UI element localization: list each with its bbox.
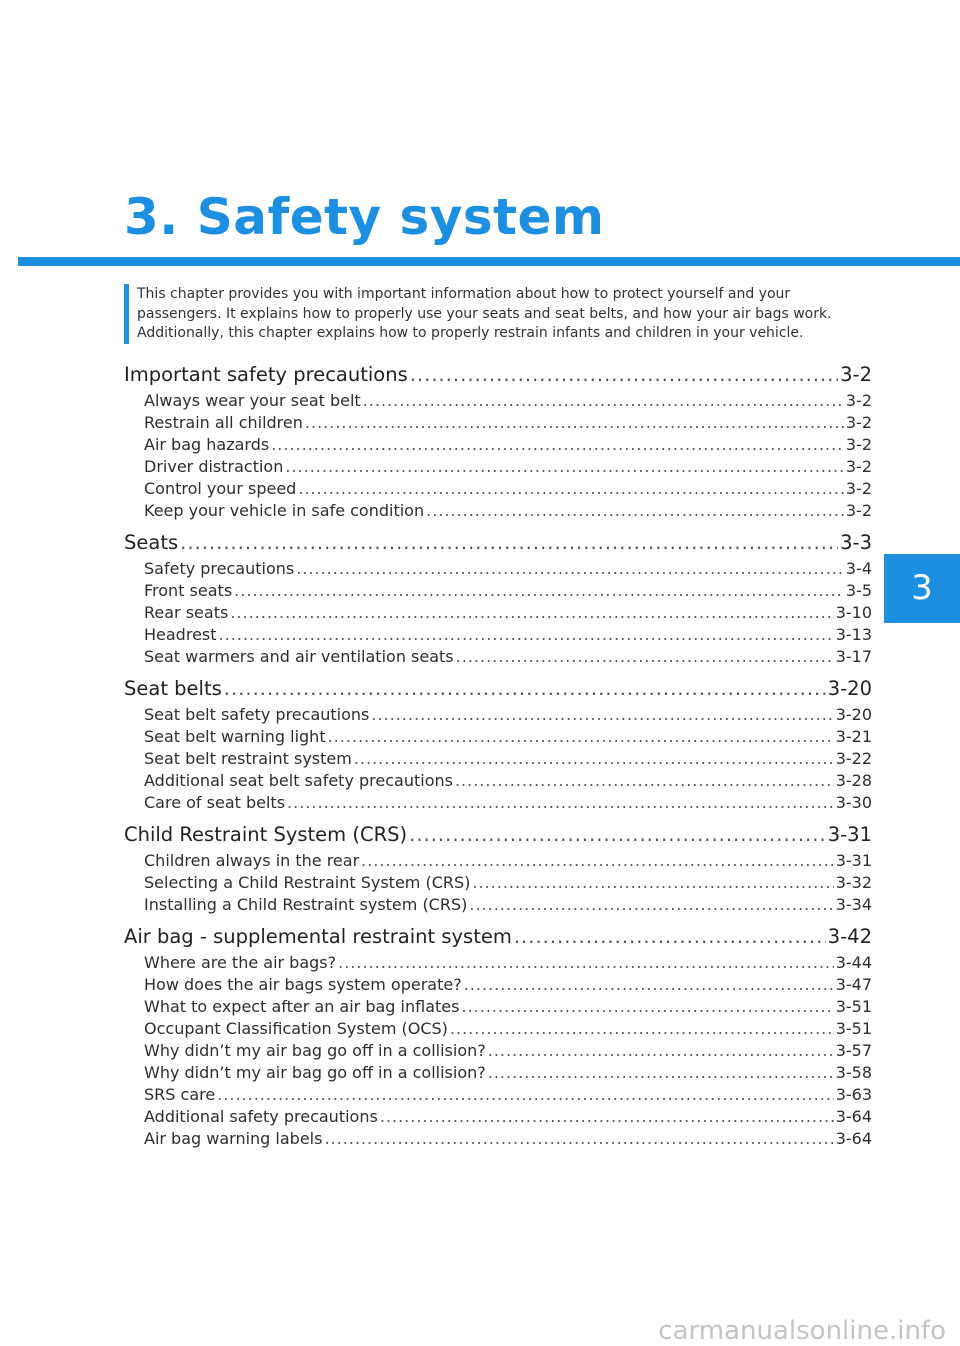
toc-entry-page: 3-17 xyxy=(835,647,872,666)
toc-entry-label: Air bag warning labels xyxy=(144,1129,323,1148)
toc-entry[interactable] xyxy=(124,624,872,646)
toc-entry-page: 3-32 xyxy=(835,873,872,892)
toc-section-heading-label: Child Restraint System (CRS) xyxy=(124,823,408,846)
toc-entry[interactable] xyxy=(124,872,872,894)
dot-leader xyxy=(410,360,838,390)
toc-entry-page: 3-5 xyxy=(845,581,872,600)
toc-entry[interactable] xyxy=(124,558,872,580)
toc-entry[interactable] xyxy=(124,580,872,602)
toc-entry-label: What to expect after an air bag inflates xyxy=(144,997,460,1016)
toc-section xyxy=(124,820,872,916)
toc-entry-page: 3-51 xyxy=(835,1019,872,1038)
dot-leader xyxy=(380,1106,834,1128)
toc-entry-label: Occupant Classification System (OCS) xyxy=(144,1019,448,1038)
dot-leader xyxy=(361,850,834,872)
toc-entry-label: SRS care xyxy=(144,1085,216,1104)
dot-leader xyxy=(224,674,826,704)
toc-entry-label: Front seats xyxy=(144,581,233,600)
dot-leader xyxy=(296,558,844,580)
toc-entry-label: Driver distraction xyxy=(144,457,284,476)
dot-leader xyxy=(472,872,833,894)
toc-entry-page: 3-13 xyxy=(835,625,872,644)
toc-entry[interactable] xyxy=(124,748,872,770)
dot-leader xyxy=(488,1062,834,1084)
toc-entry[interactable] xyxy=(124,1128,872,1150)
dot-leader xyxy=(464,974,834,996)
toc-entry-label: Selecting a Child Restraint System (CRS) xyxy=(144,873,471,892)
toc-entry[interactable] xyxy=(124,792,872,814)
toc-entry[interactable] xyxy=(124,602,872,624)
dot-leader xyxy=(324,1128,833,1150)
dot-leader xyxy=(217,1084,834,1106)
toc-entry-label: Restrain all children xyxy=(144,413,303,432)
toc-entry-page: 3-31 xyxy=(835,851,872,870)
toc-entry-label: Always wear your seat belt xyxy=(144,391,361,410)
toc-entry-label: Why didn’t my air bag go off in a collision? xyxy=(144,1063,486,1082)
toc-section-heading[interactable] xyxy=(124,922,872,952)
toc-entry[interactable] xyxy=(124,1062,872,1084)
dot-leader xyxy=(338,952,834,974)
toc-section-heading-page: 3-20 xyxy=(827,677,872,700)
intro-accent-bar xyxy=(124,284,129,344)
toc-entry[interactable] xyxy=(124,412,872,434)
toc-entry-label: Seat belt warning light xyxy=(144,727,326,746)
dot-leader xyxy=(230,602,833,624)
toc-entry[interactable] xyxy=(124,996,872,1018)
watermark: carmanualsonline.info xyxy=(658,1316,946,1346)
toc-entry[interactable] xyxy=(124,500,872,522)
toc-entry[interactable] xyxy=(124,952,872,974)
toc-entry-label: Air bag hazards xyxy=(144,435,270,454)
toc-entry-page: 3-64 xyxy=(835,1107,872,1126)
toc-entry[interactable] xyxy=(124,1084,872,1106)
toc-entry-label: Children always in the rear xyxy=(144,851,360,870)
toc-entry-page: 3-34 xyxy=(835,895,872,914)
toc-entry[interactable] xyxy=(124,770,872,792)
toc-entry-page: 3-2 xyxy=(845,435,872,454)
toc-section-heading-page: 3-2 xyxy=(840,363,872,386)
toc-entry-page: 3-10 xyxy=(835,603,872,622)
dot-leader xyxy=(461,996,833,1018)
toc-entry-label: Where are the air bags? xyxy=(144,953,337,972)
toc-entry-page: 3-21 xyxy=(835,727,872,746)
dot-leader xyxy=(271,434,844,456)
toc-entry-page: 3-58 xyxy=(835,1063,872,1082)
toc-entry[interactable] xyxy=(124,456,872,478)
toc-section-heading[interactable] xyxy=(124,820,872,850)
toc-entry-label: Rear seats xyxy=(144,603,229,622)
toc-section-heading[interactable] xyxy=(124,528,872,558)
toc-section-heading-page: 3-42 xyxy=(827,925,872,948)
dot-leader xyxy=(488,1040,834,1062)
toc-entry-label: Care of seat belts xyxy=(144,793,286,812)
dot-leader xyxy=(450,1018,834,1040)
toc-entry-page: 3-4 xyxy=(845,559,872,578)
dot-leader xyxy=(285,456,844,478)
toc-entry-page: 3-30 xyxy=(835,793,872,812)
toc-entry-label: Why didn’t my air bag go off in a collision? xyxy=(144,1041,486,1060)
toc-entry[interactable] xyxy=(124,974,872,996)
toc-section-heading-page: 3-31 xyxy=(827,823,872,846)
toc-section-heading-label: Seat belts xyxy=(124,677,222,700)
toc-section xyxy=(124,360,872,522)
dot-leader xyxy=(354,748,834,770)
toc-section-heading-label: Important safety precautions xyxy=(124,363,408,386)
toc-entry-page: 3-28 xyxy=(835,771,872,790)
toc-section-heading-label: Seats xyxy=(124,531,179,554)
toc-section xyxy=(124,674,872,814)
toc-section-heading-page: 3-3 xyxy=(840,531,872,554)
toc-entry-page: 3-51 xyxy=(835,997,872,1016)
toc-entry[interactable] xyxy=(124,850,872,872)
dot-leader xyxy=(469,894,833,916)
intro-line: This chapter provides you with important information about how to protect yourself and your xyxy=(137,286,791,302)
toc-entry-page: 3-2 xyxy=(845,391,872,410)
toc-section xyxy=(124,528,872,668)
toc-entry-label: Additional safety precautions xyxy=(144,1107,378,1126)
toc-entry-label: Installing a Child Restraint system (CRS) xyxy=(144,895,468,914)
chapter-intro xyxy=(137,285,872,344)
toc-section xyxy=(124,922,872,1150)
toc-entry-page: 3-44 xyxy=(835,953,872,972)
toc-entry-page: 3-2 xyxy=(845,479,872,498)
dot-leader xyxy=(363,390,844,412)
toc-entry-page: 3-2 xyxy=(845,413,872,432)
toc-entry-label: Seat belt safety precautions xyxy=(144,705,370,724)
chapter-tab[interactable]: 3 xyxy=(884,554,960,623)
dot-leader xyxy=(371,704,833,726)
toc-section-heading[interactable] xyxy=(124,674,872,704)
toc-section-heading-label: Air bag - supplemental restraint system xyxy=(124,925,512,948)
toc-entry-label: Control your speed xyxy=(144,479,297,498)
dot-leader xyxy=(234,580,844,602)
toc-entry[interactable] xyxy=(124,478,872,500)
page-title: 3. Safety system xyxy=(124,188,605,246)
toc-entry-label: Seat belt restraint system xyxy=(144,749,352,768)
dot-leader xyxy=(514,922,826,952)
dot-leader xyxy=(219,624,834,646)
dot-leader xyxy=(298,478,844,500)
toc-entry[interactable] xyxy=(124,894,872,916)
toc-section-heading[interactable] xyxy=(124,360,872,390)
toc-entry-label: Additional seat belt safety precautions xyxy=(144,771,453,790)
dot-leader xyxy=(409,820,826,850)
dot-leader xyxy=(456,646,834,668)
toc-entry-page: 3-57 xyxy=(835,1041,872,1060)
toc-entry-page: 3-20 xyxy=(835,705,872,724)
dot-leader xyxy=(180,528,838,558)
toc-entry-label: Seat warmers and air ventilation seats xyxy=(144,647,454,666)
toc-entry-label: Safety precautions xyxy=(144,559,295,578)
toc-entry-page: 3-64 xyxy=(835,1129,872,1148)
header-divider xyxy=(18,257,960,266)
toc-entry-page: 3-22 xyxy=(835,749,872,768)
toc-entry[interactable] xyxy=(124,1018,872,1040)
toc-entry[interactable] xyxy=(124,704,872,726)
toc-entry-label: Keep your vehicle in safe condition xyxy=(144,501,425,520)
toc-entry-page: 3-2 xyxy=(845,501,872,520)
toc-entry-label: How does the air bags system operate? xyxy=(144,975,462,994)
toc-entry[interactable] xyxy=(124,390,872,412)
dot-leader xyxy=(328,726,834,748)
toc-entry[interactable] xyxy=(124,726,872,748)
dot-leader xyxy=(287,792,834,814)
toc-entry-label: Headrest xyxy=(144,625,217,644)
toc-entry[interactable] xyxy=(124,434,872,456)
toc-entry[interactable] xyxy=(124,1106,872,1128)
table-of-contents xyxy=(124,360,872,1156)
intro-line: Additionally, this chapter explains how to properly restrain infants and children in your vehicle. xyxy=(137,325,804,341)
toc-entry[interactable] xyxy=(124,1040,872,1062)
toc-entry-page: 3-47 xyxy=(835,975,872,994)
dot-leader xyxy=(305,412,844,434)
toc-entry-page: 3-63 xyxy=(835,1085,872,1104)
toc-entry[interactable] xyxy=(124,646,872,668)
dot-leader xyxy=(426,500,844,522)
dot-leader xyxy=(455,770,834,792)
toc-entry-page: 3-2 xyxy=(845,457,872,476)
intro-line: passengers. It explains how to properly use your seats and seat belts, and how your air bags work. xyxy=(137,305,832,322)
